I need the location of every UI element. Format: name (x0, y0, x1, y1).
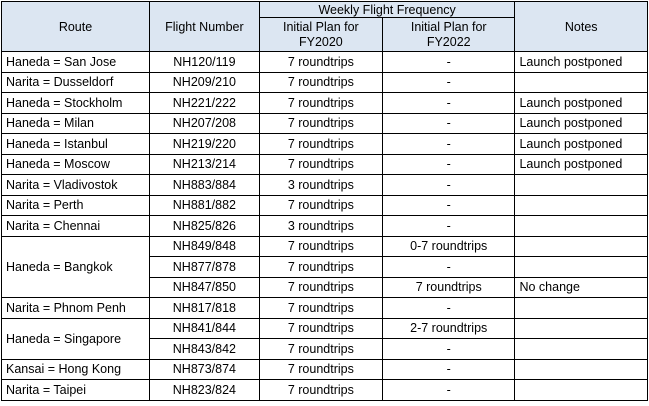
flight-number-cell: NH817/818 (150, 298, 260, 319)
flight-number-cell: NH877/878 (150, 257, 260, 278)
fy2022-cell: - (382, 93, 515, 114)
table-row (2, 298, 648, 319)
fy2020-cell: 7 roundtrips (259, 52, 382, 73)
fy2022-cell: 2-7 roundtrips (382, 318, 515, 339)
fy2020-cell: 3 roundtrips (259, 175, 382, 196)
table-row (2, 134, 648, 155)
table-row (2, 154, 648, 175)
notes-cell (515, 359, 648, 380)
fy2020-cell: 7 roundtrips (259, 318, 382, 339)
flight-number-cell: NH207/208 (150, 113, 260, 134)
fy2020-cell: 7 roundtrips (259, 195, 382, 216)
fy2020-cell: 7 roundtrips (259, 113, 382, 134)
notes-cell: Launch postponed (515, 113, 648, 134)
flight-number-cell: NH120/119 (150, 52, 260, 73)
flight-number-cell: NH219/220 (150, 134, 260, 155)
flight-number-cell: NH213/214 (150, 154, 260, 175)
fy2022-cell: - (382, 380, 515, 401)
flight-number-cell: NH849/848 (150, 236, 260, 257)
table-row (2, 216, 648, 237)
notes-cell (515, 380, 648, 401)
fy2022-cell: - (382, 72, 515, 93)
table-row (2, 359, 648, 380)
notes-cell (515, 216, 648, 237)
notes-cell: Launch postponed (515, 52, 648, 73)
route-cell: Haneda = Moscow (2, 154, 150, 175)
flight-frequency-table (1, 1, 648, 401)
header-notes: Notes (515, 2, 648, 52)
notes-cell (515, 72, 648, 93)
notes-cell (515, 339, 648, 360)
notes-cell (515, 195, 648, 216)
fy2022-cell: - (382, 175, 515, 196)
fy2022-cell: 7 roundtrips (382, 277, 515, 298)
fy2020-cell: 7 roundtrips (259, 380, 382, 401)
route-cell: Haneda = Milan (2, 113, 150, 134)
notes-cell (515, 175, 648, 196)
flight-number-cell: NH843/842 (150, 339, 260, 360)
header-flight-number: Flight Number (150, 2, 260, 52)
flight-number-cell: NH841/844 (150, 318, 260, 339)
notes-cell: No change (515, 277, 648, 298)
fy2022-cell: - (382, 154, 515, 175)
fy2022-cell: - (382, 134, 515, 155)
table-row (2, 318, 648, 339)
table-row (2, 72, 648, 93)
table-row (2, 236, 648, 257)
route-cell: Haneda = Stockholm (2, 93, 150, 114)
route-cell: Narita = Perth (2, 195, 150, 216)
fy2022-cell: - (382, 113, 515, 134)
header-weekly-frequency: Weekly Flight Frequency (259, 2, 515, 18)
fy2020-cell: 7 roundtrips (259, 277, 382, 298)
route-cell: Narita = Dusseldorf (2, 72, 150, 93)
notes-cell: Launch postponed (515, 154, 648, 175)
fy2022-cell: - (382, 339, 515, 360)
route-cell: Haneda = Singapore (2, 318, 150, 359)
fy2020-cell: 7 roundtrips (259, 236, 382, 257)
table-header (2, 2, 648, 52)
notes-cell: Launch postponed (515, 134, 648, 155)
table-row (2, 380, 648, 401)
fy2022-cell: 0-7 roundtrips (382, 236, 515, 257)
fy2020-cell: 7 roundtrips (259, 93, 382, 114)
header-plan-fy2020-line2: FY2020 (298, 34, 343, 49)
notes-cell: Launch postponed (515, 93, 648, 114)
fy2020-cell: 3 roundtrips (259, 216, 382, 237)
route-cell: Haneda = Istanbul (2, 134, 150, 155)
fy2020-cell: 7 roundtrips (259, 359, 382, 380)
notes-cell (515, 298, 648, 319)
route-cell: Kansai = Hong Kong (2, 359, 150, 380)
fy2022-cell: - (382, 216, 515, 237)
fy2020-cell: 7 roundtrips (259, 257, 382, 278)
table-row (2, 52, 648, 73)
table-body (2, 52, 648, 401)
header-plan-fy2022-line2: FY2022 (426, 34, 471, 49)
route-cell: Narita = Vladivostok (2, 175, 150, 196)
flight-number-cell: NH823/824 (150, 380, 260, 401)
header-plan-fy2022 (382, 18, 515, 52)
fy2022-cell: - (382, 257, 515, 278)
fy2020-cell: 7 roundtrips (259, 134, 382, 155)
table-row (2, 93, 648, 114)
route-cell: Haneda = Bangkok (2, 236, 150, 298)
fy2020-cell: 7 roundtrips (259, 339, 382, 360)
table-row (2, 113, 648, 134)
flight-number-cell: NH883/884 (150, 175, 260, 196)
header-plan-fy2020-line1: Initial Plan for (282, 19, 359, 34)
fy2020-cell: 7 roundtrips (259, 72, 382, 93)
flight-number-cell: NH881/882 (150, 195, 260, 216)
flight-number-cell: NH825/826 (150, 216, 260, 237)
route-cell: Narita = Phnom Penh (2, 298, 150, 319)
notes-cell (515, 318, 648, 339)
fy2020-cell: 7 roundtrips (259, 298, 382, 319)
notes-cell (515, 257, 648, 278)
flight-number-cell: NH847/850 (150, 277, 260, 298)
fy2022-cell: - (382, 298, 515, 319)
fy2022-cell: - (382, 52, 515, 73)
table-row (2, 195, 648, 216)
header-plan-fy2020 (259, 18, 382, 52)
table-row (2, 175, 648, 196)
route-cell: Narita = Taipei (2, 380, 150, 401)
fy2022-cell: - (382, 195, 515, 216)
header-plan-fy2022-line1: Initial Plan for (410, 19, 487, 34)
header-route: Route (2, 2, 150, 52)
route-cell: Narita = Chennai (2, 216, 150, 237)
route-cell: Haneda = San Jose (2, 52, 150, 73)
flight-number-cell: NH221/222 (150, 93, 260, 114)
fy2022-cell: - (382, 359, 515, 380)
notes-cell (515, 236, 648, 257)
flight-number-cell: NH873/874 (150, 359, 260, 380)
flight-number-cell: NH209/210 (150, 72, 260, 93)
fy2020-cell: 7 roundtrips (259, 154, 382, 175)
